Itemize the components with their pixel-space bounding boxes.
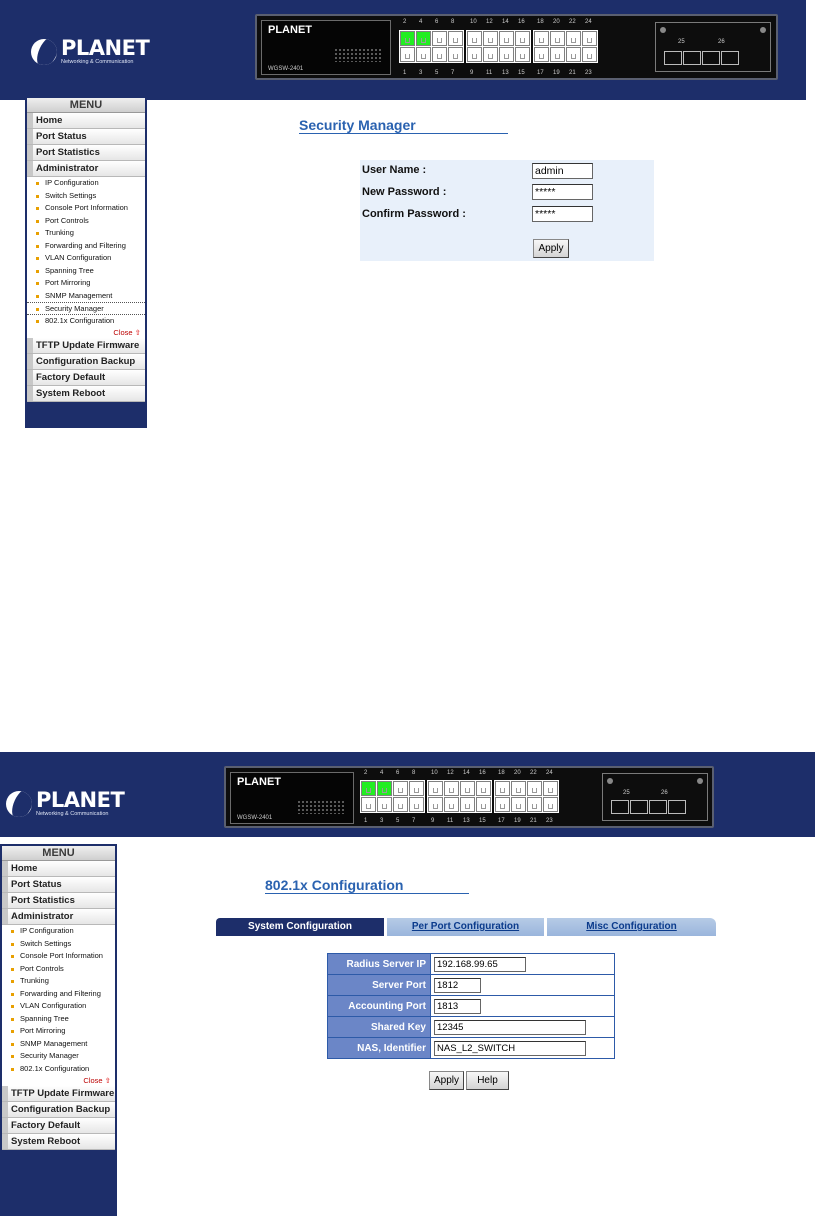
menu-panel xyxy=(27,98,145,402)
security-manager-form xyxy=(360,160,654,261)
port-20[interactable] xyxy=(511,781,526,796)
planet-logo-icon xyxy=(31,39,57,65)
device-brand-panel xyxy=(261,20,391,75)
server-port-label: Server Port xyxy=(328,975,431,996)
table-row xyxy=(328,996,615,1017)
sfp-label-25: 25 xyxy=(623,790,630,796)
port-6[interactable] xyxy=(432,31,447,46)
port-block xyxy=(360,780,559,813)
port-number-label: 5 xyxy=(396,818,400,824)
port-24[interactable] xyxy=(582,31,597,46)
submenu-trunking[interactable]: Trunking xyxy=(2,975,115,988)
config-tabs xyxy=(216,918,716,936)
sfp-module xyxy=(655,22,771,72)
submenu-trunking[interactable]: Trunking xyxy=(27,227,145,240)
tab-per-port-configuration[interactable]: Per Port Configuration xyxy=(384,918,544,936)
radius-server-ip-input[interactable]: 192.168.99.65 xyxy=(434,957,526,972)
close-submenu-link[interactable] xyxy=(27,327,145,338)
port-number-label: 5 xyxy=(435,70,439,76)
shared-key-label: Shared Key xyxy=(328,1017,431,1038)
port-19[interactable] xyxy=(550,47,565,62)
port-number-label: 20 xyxy=(514,770,521,776)
port-20[interactable] xyxy=(550,31,565,46)
port-number-label: 3 xyxy=(419,70,423,76)
close-label: Close xyxy=(83,1076,103,1085)
port-number-label: 22 xyxy=(569,19,576,25)
server-port-input[interactable]: 1812 xyxy=(434,978,481,993)
menu-item-system-reboot[interactable]: System Reboot xyxy=(2,1134,115,1150)
menu-item-port-statistics[interactable]: Port Statistics xyxy=(27,145,145,161)
port-24[interactable] xyxy=(543,781,558,796)
security-manager-screenshot xyxy=(0,0,806,428)
shared-key-input[interactable]: 12345 xyxy=(434,1020,586,1035)
port-number-label: 17 xyxy=(537,70,544,76)
port-labels-bottom xyxy=(364,818,565,824)
port-3[interactable] xyxy=(416,47,431,62)
port-19[interactable] xyxy=(511,797,526,812)
switch-front-panel xyxy=(224,766,714,828)
port-number-label: 6 xyxy=(396,770,400,776)
port-4[interactable] xyxy=(416,31,431,46)
port-22[interactable] xyxy=(566,31,581,46)
tab-system-configuration[interactable]: System Configuration xyxy=(216,918,384,936)
device-led-grid xyxy=(297,800,345,814)
port-number-label: 2 xyxy=(364,770,368,776)
port-number-label: 1 xyxy=(364,818,368,824)
port-13[interactable] xyxy=(499,47,514,62)
menu-item-tftp-update-firmware[interactable]: TFTP Update Firmware xyxy=(27,338,145,354)
menu-panel xyxy=(2,846,115,1150)
header-banner xyxy=(0,0,806,100)
device-brand: PLANET xyxy=(268,24,312,36)
port-2[interactable] xyxy=(361,781,376,796)
new-password-label: New Password : xyxy=(362,186,447,198)
port-group-1 xyxy=(399,30,464,63)
sfp-slot[interactable] xyxy=(683,51,701,65)
table-row xyxy=(328,1017,615,1038)
submenu-spanning-tree[interactable]: Spanning Tree xyxy=(27,265,145,278)
close-submenu-link[interactable] xyxy=(2,1075,115,1086)
port-number-label: 22 xyxy=(530,770,537,776)
submenu-8021x-configuration[interactable]: 802.1x Configuration xyxy=(27,315,145,328)
port-3[interactable] xyxy=(377,797,392,812)
menu-item-administrator[interactable]: Administrator xyxy=(2,909,115,925)
device-brand-panel xyxy=(230,772,354,824)
port-group-1 xyxy=(360,780,425,813)
apply-button-8021x[interactable]: Apply xyxy=(429,1071,464,1090)
port-number-label: 24 xyxy=(585,19,592,25)
port-9[interactable] xyxy=(467,47,482,62)
port-number-label: 14 xyxy=(502,19,509,25)
menu-item-port-status[interactable]: Port Status xyxy=(27,129,145,145)
nas-identifier-label: NAS, Identifier xyxy=(328,1038,431,1059)
submenu-port-mirroring[interactable]: Port Mirroring xyxy=(2,1025,115,1038)
arrow-up-icon: ⇧ xyxy=(134,328,141,337)
port-11[interactable] xyxy=(483,47,498,62)
port-2[interactable] xyxy=(400,31,415,46)
sfp-slot[interactable] xyxy=(664,51,682,65)
port-5[interactable] xyxy=(432,47,447,62)
planet-logo[interactable] xyxy=(6,790,124,818)
screw-icon xyxy=(697,778,703,784)
accounting-port-input[interactable]: 1813 xyxy=(434,999,481,1014)
table-row xyxy=(328,1038,615,1059)
port-group-2 xyxy=(427,780,492,813)
port-number-label: 12 xyxy=(447,770,454,776)
menu-item-administrator[interactable]: Administrator xyxy=(27,161,145,177)
sfp-slot[interactable] xyxy=(611,800,629,814)
port-number-label: 23 xyxy=(585,70,592,76)
port-number-label: 4 xyxy=(380,770,384,776)
port-number-label: 8 xyxy=(451,19,455,25)
port-number-label: 18 xyxy=(498,770,505,776)
port-1[interactable] xyxy=(400,47,415,62)
port-number-label: 13 xyxy=(502,70,509,76)
brand-name: PLANET xyxy=(61,36,150,60)
port-number-label: 14 xyxy=(463,770,470,776)
menu-item-factory-default[interactable]: Factory Default xyxy=(2,1118,115,1134)
port-number-label: 12 xyxy=(486,19,493,25)
menu-item-home[interactable]: Home xyxy=(2,861,115,877)
submenu-forwarding-filtering[interactable]: Forwarding and Filtering xyxy=(27,240,145,253)
submenu-console-port-information[interactable]: Console Port Information xyxy=(2,950,115,963)
port-number-label: 18 xyxy=(537,19,544,25)
radius-server-ip-label: Radius Server IP xyxy=(328,954,431,975)
submenu-snmp-management[interactable]: SNMP Management xyxy=(27,290,145,303)
submenu-spanning-tree[interactable]: Spanning Tree xyxy=(2,1013,115,1026)
port-number-label: 11 xyxy=(486,70,493,76)
port-number-label: 9 xyxy=(470,70,474,76)
submenu-snmp-management[interactable]: SNMP Management xyxy=(2,1038,115,1051)
port-number-label: 13 xyxy=(463,818,470,824)
arrow-up-icon: ⇧ xyxy=(104,1076,111,1085)
port-10[interactable] xyxy=(467,31,482,46)
port-14[interactable] xyxy=(460,781,475,796)
port-4[interactable] xyxy=(377,781,392,796)
menu-item-factory-default[interactable]: Factory Default xyxy=(27,370,145,386)
port-5[interactable] xyxy=(393,797,408,812)
port-number-label: 2 xyxy=(403,19,407,25)
port-group-3 xyxy=(494,780,559,813)
port-11[interactable] xyxy=(444,797,459,812)
port-number-label: 11 xyxy=(447,818,454,824)
submenu-vlan-configuration[interactable]: VLAN Configuration xyxy=(2,1000,115,1013)
brand-name: PLANET xyxy=(36,788,125,812)
help-button[interactable]: Help xyxy=(466,1071,509,1090)
page-title-8021x: 802.1x Configuration xyxy=(265,877,469,894)
port-16[interactable] xyxy=(476,781,491,796)
port-8[interactable] xyxy=(409,781,424,796)
port-16[interactable] xyxy=(515,31,530,46)
port-number-label: 9 xyxy=(431,818,435,824)
port-number-label: 10 xyxy=(470,19,477,25)
port-8[interactable] xyxy=(448,31,463,46)
user-name-input[interactable]: admin xyxy=(532,163,593,179)
sfp-label-26: 26 xyxy=(661,790,668,796)
port-10[interactable] xyxy=(428,781,443,796)
port-number-label: 19 xyxy=(514,818,521,824)
port-22[interactable] xyxy=(527,781,542,796)
menu-item-system-reboot[interactable]: System Reboot xyxy=(27,386,145,402)
sfp-label-25: 25 xyxy=(678,39,685,45)
planet-logo-icon xyxy=(6,791,32,817)
confirm-password-input[interactable]: ***** xyxy=(532,206,593,222)
accounting-port-label: Accounting Port xyxy=(328,996,431,1017)
submenu-8021x-configuration[interactable]: 802.1x Configuration xyxy=(2,1063,115,1076)
port-group-2 xyxy=(466,30,531,63)
submenu-ip-configuration[interactable]: IP Configuration xyxy=(27,177,145,190)
menu-item-port-status[interactable]: Port Status xyxy=(2,877,115,893)
port-12[interactable] xyxy=(483,31,498,46)
planet-logo[interactable] xyxy=(31,38,149,66)
menu-item-port-statistics[interactable]: Port Statistics xyxy=(2,893,115,909)
brand-tagline: Networking & Communication xyxy=(36,811,109,817)
page-title: Security Manager xyxy=(299,117,508,134)
port-23[interactable] xyxy=(543,797,558,812)
port-number-label: 10 xyxy=(431,770,438,776)
port-number-label: 15 xyxy=(479,818,486,824)
menu-item-tftp-update-firmware[interactable]: TFTP Update Firmware xyxy=(2,1086,115,1102)
submenu-ip-configuration[interactable]: IP Configuration xyxy=(2,925,115,938)
menu-item-configuration-backup[interactable]: Configuration Backup xyxy=(2,1102,115,1118)
switch-front-panel xyxy=(255,14,778,80)
port-number-label: 4 xyxy=(419,19,423,25)
port-15[interactable] xyxy=(476,797,491,812)
port-number-label: 20 xyxy=(553,19,560,25)
screw-icon xyxy=(660,27,666,33)
close-label: Close xyxy=(113,328,133,337)
port-number-label: 16 xyxy=(479,770,486,776)
sidebar-menu xyxy=(25,96,147,428)
menu-item-configuration-backup[interactable]: Configuration Backup xyxy=(27,354,145,370)
user-name-label: User Name : xyxy=(362,164,427,176)
sfp-slot[interactable] xyxy=(721,51,739,65)
port-12[interactable] xyxy=(444,781,459,796)
port-6[interactable] xyxy=(393,781,408,796)
submenu-vlan-configuration[interactable]: VLAN Configuration xyxy=(27,252,145,265)
device-model: WGSW-2401 xyxy=(268,66,304,72)
port-17[interactable] xyxy=(534,47,549,62)
system-config-table xyxy=(327,953,615,1059)
menu-item-home[interactable]: Home xyxy=(27,113,145,129)
port-number-label: 8 xyxy=(412,770,416,776)
port-17[interactable] xyxy=(495,797,510,812)
sidebar-menu-2 xyxy=(0,844,117,1216)
port-number-label: 23 xyxy=(546,818,553,824)
submenu-console-port-information[interactable]: Console Port Information xyxy=(27,202,145,215)
port-7[interactable] xyxy=(448,47,463,62)
port-13[interactable] xyxy=(460,797,475,812)
menu-header: MENU xyxy=(2,846,115,861)
new-password-input[interactable]: ***** xyxy=(532,184,593,200)
submenu-port-controls[interactable]: Port Controls xyxy=(2,963,115,976)
confirm-password-label: Confirm Password : xyxy=(362,208,466,220)
port-21[interactable] xyxy=(527,797,542,812)
port-9[interactable] xyxy=(428,797,443,812)
port-number-label: 24 xyxy=(546,770,553,776)
sfp-label-26: 26 xyxy=(718,39,725,45)
submenu-forwarding-filtering[interactable]: Forwarding and Filtering xyxy=(2,988,115,1001)
submenu-port-controls[interactable]: Port Controls xyxy=(27,215,145,228)
port-block xyxy=(399,30,598,63)
port-15[interactable] xyxy=(515,47,530,62)
submenu-security-manager[interactable]: Security Manager xyxy=(27,302,145,315)
port-number-label: 6 xyxy=(435,19,439,25)
device-led-grid xyxy=(334,48,382,62)
menu-header: MENU xyxy=(27,98,145,113)
screw-icon xyxy=(760,27,766,33)
table-row xyxy=(328,954,615,975)
port-21[interactable] xyxy=(566,47,581,62)
port-7[interactable] xyxy=(409,797,424,812)
port-number-label: 21 xyxy=(530,818,537,824)
device-brand: PLANET xyxy=(237,776,281,788)
sfp-slot[interactable] xyxy=(649,800,667,814)
port-labels-top xyxy=(364,770,565,776)
port-1[interactable] xyxy=(361,797,376,812)
port-number-label: 3 xyxy=(380,818,384,824)
submenu-switch-settings[interactable]: Switch Settings xyxy=(27,190,145,203)
port-number-label: 7 xyxy=(412,818,416,824)
sfp-slot[interactable] xyxy=(702,51,720,65)
port-number-label: 17 xyxy=(498,818,505,824)
nas-identifier-input[interactable]: NAS_L2_SWITCH xyxy=(434,1041,586,1056)
submenu-port-mirroring[interactable]: Port Mirroring xyxy=(27,277,145,290)
tab-misc-configuration[interactable]: Misc Configuration xyxy=(544,918,716,936)
device-model: WGSW-2401 xyxy=(237,815,273,821)
port-number-label: 19 xyxy=(553,70,560,76)
sfp-slot[interactable] xyxy=(668,800,686,814)
sfp-module xyxy=(602,773,708,821)
port-number-label: 16 xyxy=(518,19,525,25)
submenu-switch-settings[interactable]: Switch Settings xyxy=(2,938,115,951)
port-labels-top xyxy=(403,19,604,25)
table-row xyxy=(328,975,615,996)
screw-icon xyxy=(607,778,613,784)
apply-button[interactable]: Apply xyxy=(533,239,569,258)
sfp-slot[interactable] xyxy=(630,800,648,814)
port-number-label: 15 xyxy=(518,70,525,76)
port-14[interactable] xyxy=(499,31,514,46)
port-18[interactable] xyxy=(534,31,549,46)
submenu-security-manager[interactable]: Security Manager xyxy=(2,1050,115,1063)
port-labels-bottom xyxy=(403,70,604,76)
port-number-label: 1 xyxy=(403,70,407,76)
port-number-label: 7 xyxy=(451,70,455,76)
port-number-label: 21 xyxy=(569,70,576,76)
port-23[interactable] xyxy=(582,47,597,62)
header-banner xyxy=(0,752,815,837)
brand-tagline: Networking & Communication xyxy=(61,59,134,65)
port-18[interactable] xyxy=(495,781,510,796)
port-group-3 xyxy=(533,30,598,63)
